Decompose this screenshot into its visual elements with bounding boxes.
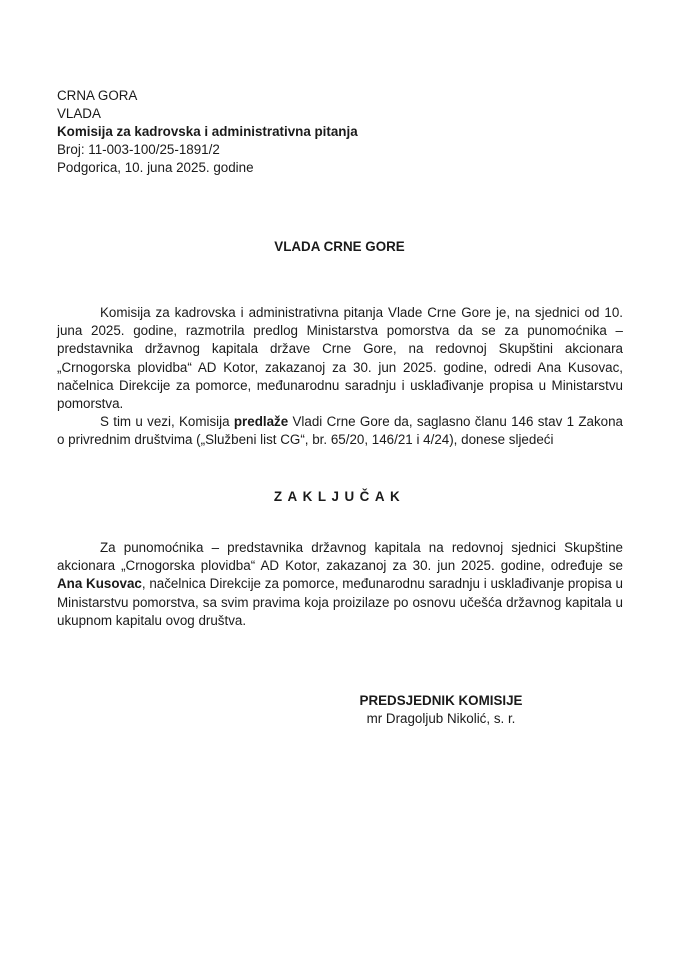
conclusion-title: ZAKLJUČAK [273, 489, 406, 504]
signature-title: PREDSJEDNIK KOMISIJE [359, 693, 523, 708]
header-number: Broj: 11-003-100/25-1891/2 [57, 142, 220, 157]
intro-paragraph-2-start: S tim u vezi, Komisija [100, 414, 234, 430]
signature-name: mr Dragoljub Nikolić, s. r. [366, 711, 516, 726]
decision-end: , načelnica Direkcije za pomorce, međunarodnu saradnju i usklađivanje propisa u Ministarstvu pomorstva, sa svim pravima koja proizilaze po osnovu učešća državnog kapitala u ukupnom kapitalu ovog društva. [57, 576, 623, 628]
header-government: VLADA [57, 106, 101, 121]
header-place-date: Podgorica, 10. juna 2025. godine [57, 160, 254, 175]
decision-paragraph [57, 539, 623, 630]
header-commission: Komisija za kadrovska i administrativna pitanja [57, 124, 358, 139]
decision-section [57, 539, 623, 630]
header-country: CRNA GORA [57, 88, 138, 103]
intro-proposes-bold: predlaže [233, 414, 289, 430]
intro-section [57, 304, 623, 450]
addressee-title: VLADA CRNE GORE [274, 239, 405, 254]
decision-name-bold: Ana Kusovac [57, 576, 142, 592]
intro-paragraph-1: Komisija za kadrovska i administrativna pitanja Vlade Crne Gore je, na sjednici od 10. juna 2025. godine, razmotrila predlog Ministarstva pomorstva da se za punomoćnika – predstavnika državnog kapitala države Crne Gore, na redovnoj Skupštini akcionara „Crnogorska plovidba“ AD Kotor, zakazanoj za 30. jun 2025. godine, odredi Ana Kusovac, načelnica Direkcije za pomorce, međunarodnu saradnju i usklađivanje propisa u Ministarstvu pomorstva. [57, 305, 623, 412]
signature-block [331, 692, 551, 728]
document-header [57, 87, 358, 177]
decision-start: Za punomoćnika – predstavnika državnog kapitala na redovnoj sjednici Skupštine akcionara „Crnogorska plovidba“ AD Kotor, zakazanoj za 30. jun 2025. godine, određuje se [57, 540, 623, 574]
intro-paragraph-2-end: Vladi Crne Gore da, saglasno članu 146 stav 1 Zakona o privrednim društvima („Službeni list CG“, br. 65/20, 146/21 i 4/24), donese sljedeći [57, 414, 624, 448]
intro-paragraph-2 [57, 413, 623, 449]
